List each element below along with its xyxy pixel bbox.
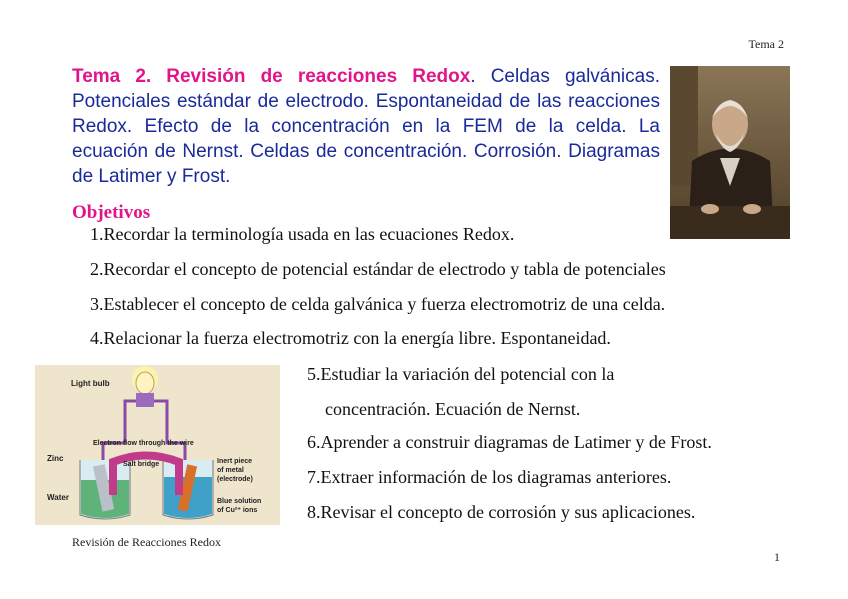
label-electron-flow: Electron flow through the wire	[93, 440, 194, 447]
title-highlight: Tema 2. Revisión de reacciones Redox	[72, 66, 471, 87]
objective-item: 4.Relacionar la fuerza electromotriz con la energía libre. Espontaneidad.	[90, 328, 611, 348]
label-inert-piece: (electrode)	[217, 476, 253, 483]
portrait-photo	[670, 66, 790, 239]
label-light-bulb: Light bulb	[71, 379, 110, 388]
header-topic-label: Tema 2	[748, 37, 784, 51]
slide-title	[72, 64, 660, 189]
objective-item: 1.Recordar la terminología usada en las ecuaciones Redox.	[90, 224, 515, 244]
label-blue-solution: of Cu²⁺ ions	[217, 507, 258, 514]
objective-item: 5.Estudiar la variación del potencial con la	[307, 364, 615, 384]
objective-item: 2.Recordar el concepto de potencial estándar de electrodo y tabla de potenciales	[90, 259, 666, 279]
label-water: Water	[47, 493, 69, 502]
objectives-heading: Objetivos	[72, 202, 151, 223]
portrait-illustration	[670, 66, 790, 239]
objective-item: 7.Extraer información de los diagramas anteriores.	[307, 467, 672, 487]
footer-course-title: Revisión de Reacciones Redox	[72, 535, 221, 549]
title-rest: . Celdas galvánicas. Potenciales estándar de electrodo. Espontaneidad de las reacciones Redox. Efecto de la concentración en la FEM de la celda. La ecuación de Nernst. Celdas de concentración. Corrosión. Diagramas de Latimer y Frost.	[72, 66, 660, 187]
label-salt-bridge: Salt bridge	[123, 461, 160, 468]
objective-item: 8.Revisar el concepto de corrosión y sus aplicaciones.	[307, 502, 696, 522]
galvanic-cell-diagram	[35, 365, 280, 525]
light-bulb-icon	[136, 372, 154, 394]
objective-item: 3.Establecer el concepto de celda galvánica y fuerza electromotriz de una celda.	[90, 294, 666, 314]
label-inert-piece: of metal	[217, 467, 244, 474]
label-blue-solution: Blue solution	[217, 498, 262, 505]
objective-item-continuation: concentración. Ecuación de Nernst.	[325, 399, 581, 419]
page-number: 1	[774, 550, 780, 564]
objective-item: 6.Aprender a construir diagramas de Latimer y de Frost.	[307, 432, 712, 452]
label-inert-piece: Inert piece	[217, 458, 253, 465]
label-zinc: Zinc	[47, 454, 64, 463]
